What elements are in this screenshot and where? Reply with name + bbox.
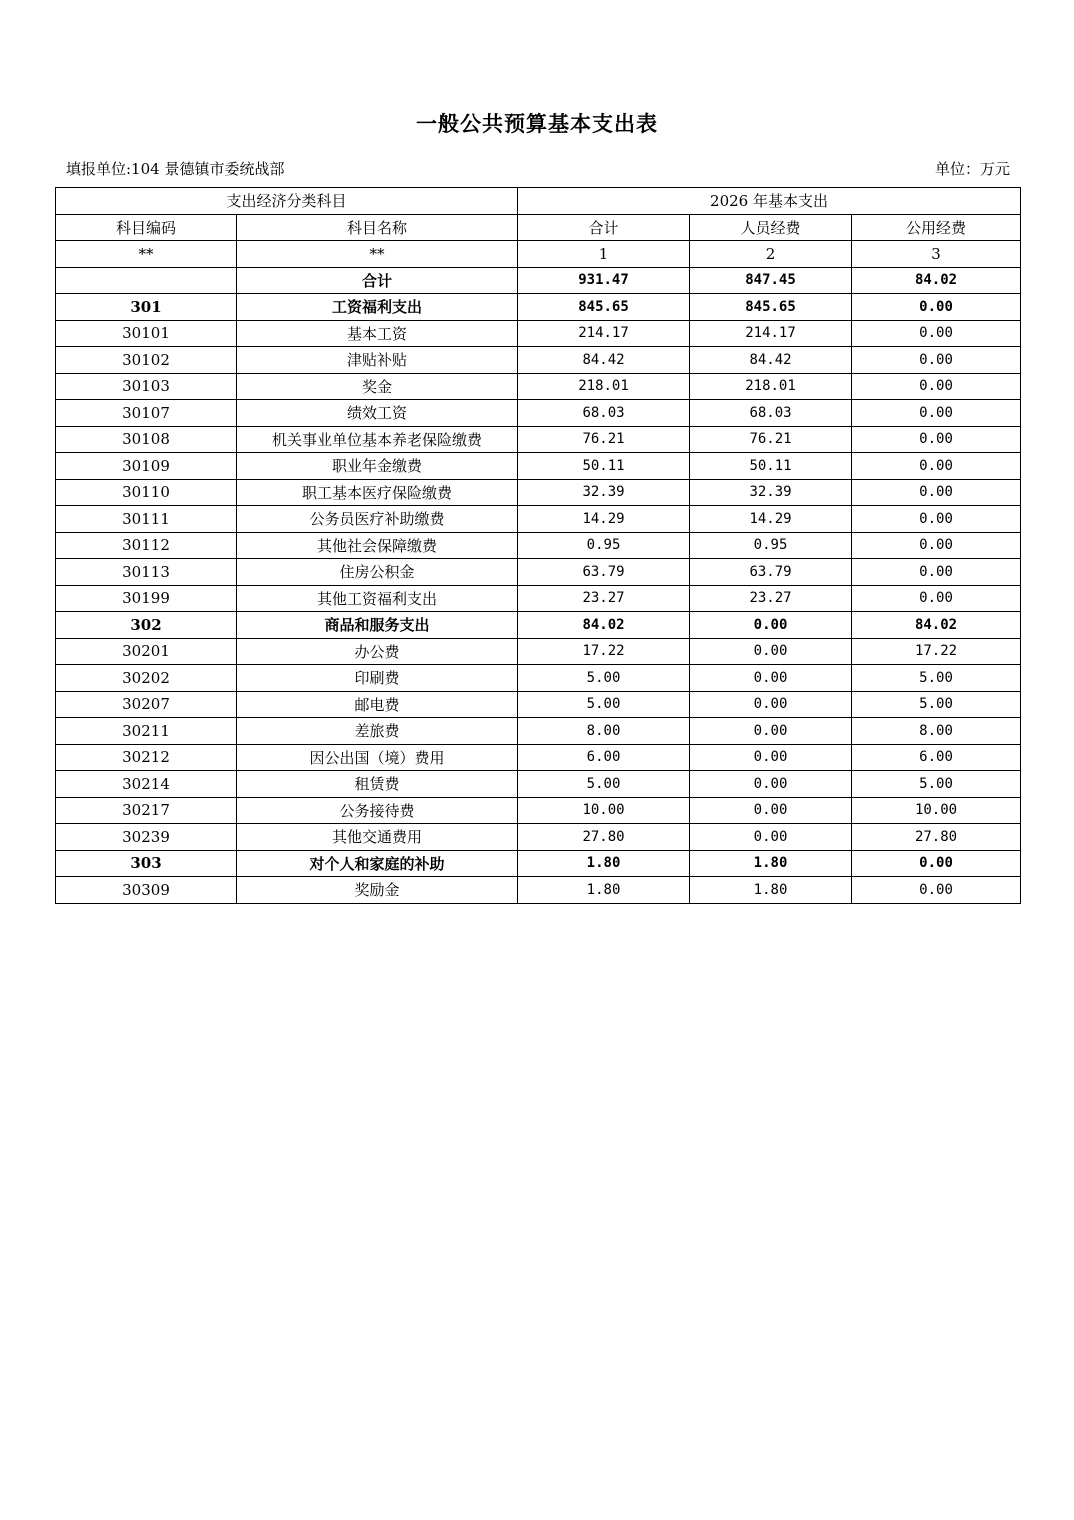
table-row	[56, 373, 1021, 400]
table-row	[56, 612, 1021, 639]
cell-name: 基本工资	[237, 320, 518, 347]
cell-personnel: 32.39	[690, 479, 852, 506]
cell-total: 214.17	[518, 320, 690, 347]
cell-public: 0.00	[852, 532, 1021, 559]
cell-total: 14.29	[518, 506, 690, 533]
cell-total: 84.42	[518, 347, 690, 374]
cell-total: 50.11	[518, 453, 690, 480]
page-title: 一般公共预算基本支出表	[416, 111, 658, 136]
header-basic-expenditure: 2026 年基本支出	[518, 188, 1021, 215]
cell-personnel: 1.80	[690, 877, 852, 904]
table-row	[56, 267, 1021, 294]
cell-name: 奖励金	[237, 877, 518, 904]
cell-total: 1.80	[518, 877, 690, 904]
cell-personnel: 845.65	[690, 294, 852, 321]
table-row	[56, 585, 1021, 612]
cell-code: 30211	[56, 718, 237, 745]
cell-personnel: 847.45	[690, 267, 852, 294]
cell-code: 30212	[56, 744, 237, 771]
cell-total: 8.00	[518, 718, 690, 745]
cell-name: 差旅费	[237, 718, 518, 745]
cell-personnel: 0.00	[690, 824, 852, 851]
cell-code: 30107	[56, 400, 237, 427]
cell-total: 27.80	[518, 824, 690, 851]
cell-name: 对个人和家庭的补助	[237, 850, 518, 877]
cell-public: 17.22	[852, 638, 1021, 665]
table-row	[56, 532, 1021, 559]
cell-personnel: 218.01	[690, 373, 852, 400]
cell-code: 30201	[56, 638, 237, 665]
index-total: 1	[518, 241, 690, 268]
cell-name: 邮电费	[237, 691, 518, 718]
cell-personnel: 0.00	[690, 665, 852, 692]
cell-name: 工资福利支出	[237, 294, 518, 321]
cell-code	[56, 267, 237, 294]
cell-total: 1.80	[518, 850, 690, 877]
cell-name: 其他工资福利支出	[237, 585, 518, 612]
cell-total: 845.65	[518, 294, 690, 321]
table-row	[56, 638, 1021, 665]
cell-public: 8.00	[852, 718, 1021, 745]
cell-public: 0.00	[852, 479, 1021, 506]
cell-code: 30309	[56, 877, 237, 904]
cell-personnel: 1.80	[690, 850, 852, 877]
cell-code: 30109	[56, 453, 237, 480]
table-row	[56, 824, 1021, 851]
cell-personnel: 0.00	[690, 612, 852, 639]
cell-name: 机关事业单位基本养老保险缴费	[237, 426, 518, 453]
table-row	[56, 665, 1021, 692]
table-row	[56, 771, 1021, 798]
index-public: 3	[852, 241, 1021, 268]
cell-personnel: 0.00	[690, 744, 852, 771]
cell-public: 0.00	[852, 400, 1021, 427]
cell-code: 30113	[56, 559, 237, 586]
cell-total: 6.00	[518, 744, 690, 771]
cell-name: 租赁费	[237, 771, 518, 798]
table-row	[56, 453, 1021, 480]
currency-unit: 单位：万元	[934, 160, 1010, 178]
reporting-unit: 填报单位:104 景德镇市委统战部	[66, 160, 285, 178]
cell-personnel: 0.00	[690, 797, 852, 824]
cell-personnel: 63.79	[690, 559, 852, 586]
cell-total: 10.00	[518, 797, 690, 824]
table-row	[56, 691, 1021, 718]
cell-public: 0.00	[852, 850, 1021, 877]
cell-code: 30112	[56, 532, 237, 559]
cell-code: 30207	[56, 691, 237, 718]
cell-total: 5.00	[518, 665, 690, 692]
table-row	[56, 744, 1021, 771]
header-group-row	[56, 188, 1021, 215]
cell-personnel: 214.17	[690, 320, 852, 347]
cell-personnel: 23.27	[690, 585, 852, 612]
index-name: **	[237, 241, 518, 268]
table-row	[56, 877, 1021, 904]
cell-public: 5.00	[852, 691, 1021, 718]
cell-total: 0.95	[518, 532, 690, 559]
cell-code: 30103	[56, 373, 237, 400]
cell-personnel: 50.11	[690, 453, 852, 480]
cell-name: 绩效工资	[237, 400, 518, 427]
cell-public: 0.00	[852, 294, 1021, 321]
cell-public: 0.00	[852, 373, 1021, 400]
header-classification: 支出经济分类科目	[56, 188, 518, 215]
cell-code: 30108	[56, 426, 237, 453]
cell-public: 0.00	[852, 426, 1021, 453]
cell-name: 公务员医疗补助缴费	[237, 506, 518, 533]
cell-public: 6.00	[852, 744, 1021, 771]
header-column-row	[56, 214, 1021, 241]
header-index-row	[56, 241, 1021, 268]
cell-name: 公务接待费	[237, 797, 518, 824]
header-code: 科目编码	[56, 214, 237, 241]
cell-personnel: 0.00	[690, 691, 852, 718]
cell-total: 5.00	[518, 691, 690, 718]
cell-code: 30217	[56, 797, 237, 824]
cell-personnel: 0.95	[690, 532, 852, 559]
cell-total: 218.01	[518, 373, 690, 400]
table-row	[56, 850, 1021, 877]
cell-name: 住房公积金	[237, 559, 518, 586]
cell-total: 17.22	[518, 638, 690, 665]
table-row	[56, 797, 1021, 824]
cell-code: 30202	[56, 665, 237, 692]
cell-personnel: 0.00	[690, 638, 852, 665]
cell-public: 84.02	[852, 612, 1021, 639]
cell-name: 其他社会保障缴费	[237, 532, 518, 559]
cell-public: 0.00	[852, 585, 1021, 612]
cell-public: 10.00	[852, 797, 1021, 824]
table-row	[56, 506, 1021, 533]
cell-code: 30214	[56, 771, 237, 798]
cell-name: 其他交通费用	[237, 824, 518, 851]
cell-name: 商品和服务支出	[237, 612, 518, 639]
index-personnel: 2	[690, 241, 852, 268]
cell-code: 30111	[56, 506, 237, 533]
cell-name: 合计	[237, 267, 518, 294]
cell-public: 0.00	[852, 877, 1021, 904]
cell-name: 办公费	[237, 638, 518, 665]
table-row	[56, 294, 1021, 321]
header-personnel: 人员经费	[690, 214, 852, 241]
cell-public: 0.00	[852, 347, 1021, 374]
table-row	[56, 320, 1021, 347]
cell-total: 63.79	[518, 559, 690, 586]
cell-total: 931.47	[518, 267, 690, 294]
header-public: 公用经费	[852, 214, 1021, 241]
header-total: 合计	[518, 214, 690, 241]
cell-code: 30199	[56, 585, 237, 612]
cell-total: 32.39	[518, 479, 690, 506]
cell-public: 84.02	[852, 267, 1021, 294]
cell-name: 奖金	[237, 373, 518, 400]
cell-public: 0.00	[852, 506, 1021, 533]
cell-public: 27.80	[852, 824, 1021, 851]
cell-public: 0.00	[852, 453, 1021, 480]
table-row	[56, 718, 1021, 745]
cell-code: 30102	[56, 347, 237, 374]
index-code: **	[56, 241, 237, 268]
cell-code: 30101	[56, 320, 237, 347]
cell-public: 5.00	[852, 665, 1021, 692]
table-row	[56, 347, 1021, 374]
cell-personnel: 84.42	[690, 347, 852, 374]
budget-table	[55, 187, 1021, 904]
table-row	[56, 559, 1021, 586]
table-row	[56, 400, 1021, 427]
cell-name: 职工基本医疗保险缴费	[237, 479, 518, 506]
cell-code: 301	[56, 294, 237, 321]
cell-total: 76.21	[518, 426, 690, 453]
cell-code: 303	[56, 850, 237, 877]
cell-total: 23.27	[518, 585, 690, 612]
cell-name: 职业年金缴费	[237, 453, 518, 480]
cell-personnel: 76.21	[690, 426, 852, 453]
cell-personnel: 68.03	[690, 400, 852, 427]
cell-public: 0.00	[852, 320, 1021, 347]
header-name: 科目名称	[237, 214, 518, 241]
cell-total: 68.03	[518, 400, 690, 427]
cell-code: 30239	[56, 824, 237, 851]
table-row	[56, 479, 1021, 506]
cell-personnel: 0.00	[690, 771, 852, 798]
cell-public: 0.00	[852, 559, 1021, 586]
cell-personnel: 0.00	[690, 718, 852, 745]
cell-total: 5.00	[518, 771, 690, 798]
cell-public: 5.00	[852, 771, 1021, 798]
cell-total: 84.02	[518, 612, 690, 639]
cell-code: 30110	[56, 479, 237, 506]
cell-name: 津贴补贴	[237, 347, 518, 374]
cell-name: 因公出国（境）费用	[237, 744, 518, 771]
cell-code: 302	[56, 612, 237, 639]
cell-name: 印刷费	[237, 665, 518, 692]
cell-personnel: 14.29	[690, 506, 852, 533]
table-row	[56, 426, 1021, 453]
